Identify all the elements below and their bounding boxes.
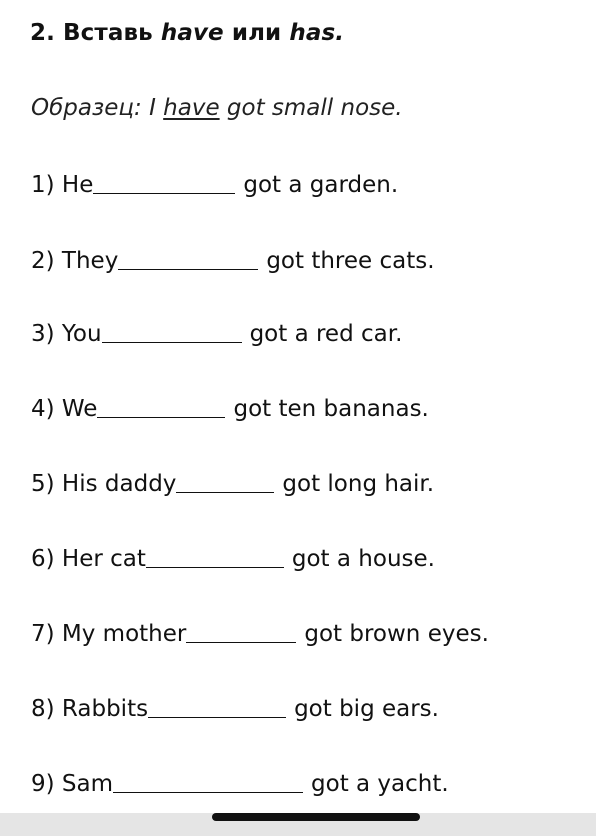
answer-blank[interactable] (186, 622, 296, 643)
example-suffix: got small nose. (219, 95, 403, 121)
item-rest: got brown eyes. (304, 621, 489, 647)
item-lead: 9) Sam (31, 771, 114, 797)
item-rest: got long hair. (282, 471, 435, 497)
item-rest: got ten bananas. (233, 396, 429, 422)
answer-blank[interactable] (93, 173, 235, 194)
item-rest: got a red car. (249, 321, 403, 347)
title-middle: или (223, 20, 290, 46)
example-sentence (31, 95, 403, 121)
item-lead: 2) They (31, 248, 119, 274)
exercise-item-6 (31, 546, 435, 572)
exercise-item-2 (31, 248, 435, 274)
answer-blank[interactable] (97, 397, 225, 418)
exercise-item-5 (31, 471, 434, 497)
item-rest: got three cats. (266, 248, 435, 274)
item-lead: 1) He (31, 172, 94, 198)
answer-blank[interactable] (148, 697, 286, 718)
exercise-item-9 (31, 771, 449, 797)
answer-blank[interactable] (176, 472, 274, 493)
home-indicator[interactable] (212, 813, 420, 821)
exercise-item-7 (31, 621, 489, 647)
exercise-item-8 (31, 696, 439, 722)
title-word-have: have (160, 20, 224, 46)
title-prefix: 2. Вставь (30, 20, 161, 46)
item-rest: got big ears. (294, 696, 439, 722)
item-lead: 5) His daddy (31, 471, 177, 497)
title-word-has: has. (289, 20, 345, 46)
item-lead: 4) We (31, 396, 98, 422)
exercise-item-4 (31, 396, 429, 422)
exercise-item-1 (31, 172, 398, 198)
example-prefix: Образец: I (31, 95, 164, 121)
item-rest: got a yacht. (311, 771, 449, 797)
item-lead: 3) You (31, 321, 102, 347)
item-lead: 8) Rabbits (31, 696, 149, 722)
answer-blank[interactable] (146, 547, 284, 568)
answer-blank[interactable] (102, 322, 242, 343)
item-lead: 6) Her cat (31, 546, 146, 572)
item-rest: got a house. (291, 546, 435, 572)
exercise-title (30, 20, 344, 46)
exercise-item-3 (31, 321, 402, 347)
example-underlined-word: have (163, 95, 220, 121)
item-lead: 7) My mother (31, 621, 187, 647)
answer-blank[interactable] (118, 249, 258, 270)
item-rest: got a garden. (243, 172, 399, 198)
answer-blank[interactable] (113, 772, 303, 793)
